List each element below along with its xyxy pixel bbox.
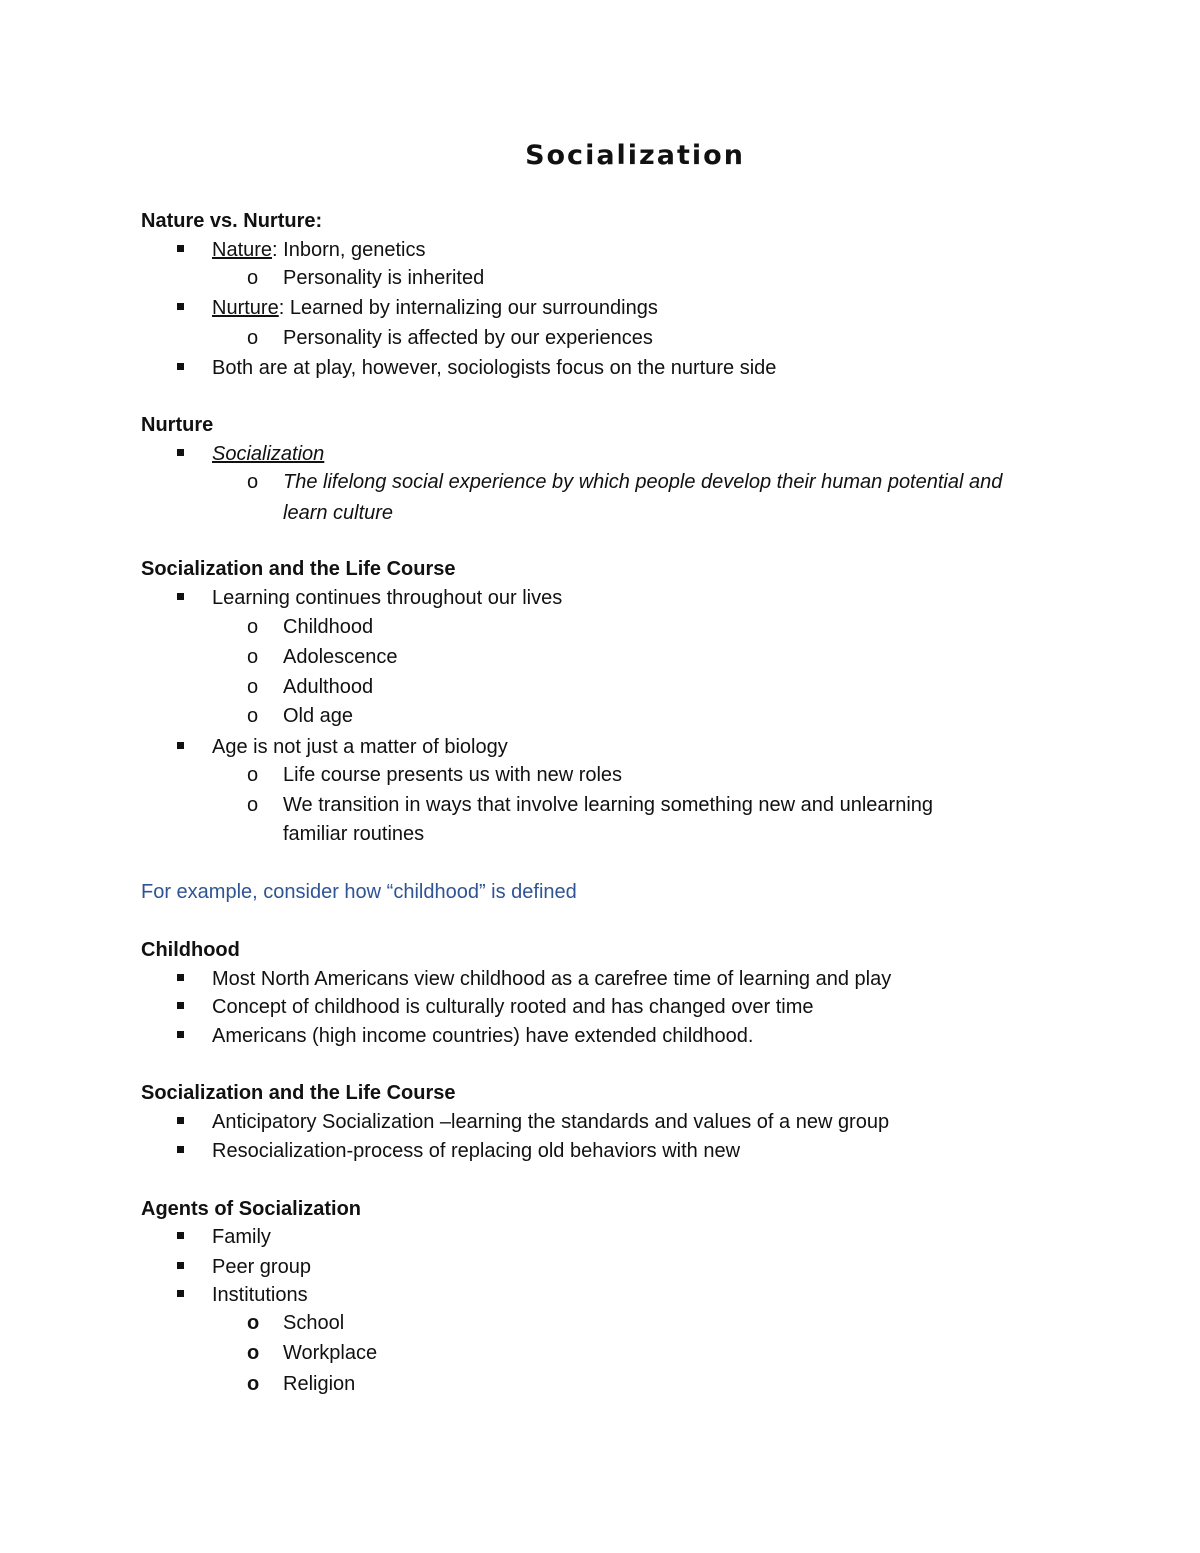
term-nature: Nature: [212, 239, 273, 261]
circle-bullet: o: [247, 764, 259, 786]
circle-bullet: o: [247, 676, 259, 698]
page-title: Socialization: [525, 140, 745, 171]
list-item-family: Family: [212, 1226, 271, 1248]
circle-bullet: o: [247, 1312, 260, 1334]
circle-bullet: o: [247, 267, 259, 289]
square-bullet: [177, 742, 184, 749]
square-bullet: [177, 1232, 184, 1239]
square-bullet: [177, 974, 184, 981]
list-item-childhood-2: Concept of childhood is culturally rooted and has changed over time: [212, 996, 814, 1018]
section-heading-life-course-2: Socialization and the Life Course: [141, 1082, 456, 1104]
square-bullet: [177, 363, 184, 370]
sub-item-school: School: [283, 1312, 345, 1334]
list-item-both: Both are at play, however, sociologists focus on the nurture side: [212, 357, 777, 379]
section-heading-nurture: Nurture: [141, 414, 214, 436]
nurture-text: : Learned by internalizing our surroundings: [278, 297, 658, 319]
sub-item-nurture: Personality is affected by our experiences: [283, 327, 653, 349]
list-item-institutions: Institutions: [212, 1284, 308, 1306]
list-item-resocialization: Resocialization-process of replacing old behaviors with new: [212, 1140, 741, 1162]
sub-item-transition-line-2: familiar routines: [283, 823, 425, 845]
list-item-age: Age is not just a matter of biology: [212, 736, 508, 758]
stage-adulthood: Adulthood: [283, 676, 374, 698]
list-item-nurture: [212, 296, 658, 320]
list-item-nature: [212, 238, 425, 262]
sub-item-nature: Personality is inherited: [283, 267, 485, 289]
stage-adolescence: Adolescence: [283, 646, 398, 668]
list-item-childhood-1: Most North Americans view childhood as a carefree time of learning and play: [212, 968, 892, 990]
circle-bullet: o: [247, 327, 259, 349]
sub-item-transition-line-1: We transition in ways that involve learning something new and unlearning: [283, 794, 934, 816]
definition-line-2: learn culture: [283, 502, 394, 524]
list-item-socialization: Socialization: [212, 443, 325, 465]
circle-bullet: o: [247, 616, 259, 638]
square-bullet: [177, 449, 184, 456]
square-bullet: [177, 245, 184, 252]
example-note: For example, consider how “childhood” is defined: [141, 881, 577, 903]
list-item-childhood-3: Americans (high income countries) have extended childhood.: [212, 1025, 754, 1047]
section-heading-life-course: Socialization and the Life Course: [141, 558, 456, 580]
section-heading-childhood: Childhood: [141, 939, 240, 961]
square-bullet: [177, 1290, 184, 1297]
square-bullet: [177, 593, 184, 600]
circle-bullet: o: [247, 1373, 260, 1395]
list-item-learning: Learning continues throughout our lives: [212, 587, 563, 609]
square-bullet: [177, 1262, 184, 1269]
list-item-peer-group: Peer group: [212, 1256, 311, 1278]
stage-childhood: Childhood: [283, 616, 374, 638]
section-heading-nature-vs-nurture: Nature vs. Nurture:: [141, 210, 323, 232]
square-bullet: [177, 1146, 184, 1153]
section-heading-agents: Agents of Socialization: [141, 1198, 362, 1220]
nature-text: : Inborn, genetics: [272, 239, 426, 261]
square-bullet: [177, 1117, 184, 1124]
sub-item-workplace: Workplace: [283, 1342, 378, 1364]
term-nurture: Nurture: [212, 297, 279, 319]
list-item-anticipatory: Anticipatory Socialization –learning the standards and values of a new group: [212, 1111, 890, 1133]
stage-old-age: Old age: [283, 705, 354, 727]
circle-bullet: o: [247, 1342, 260, 1364]
square-bullet: [177, 303, 184, 310]
sub-item-religion: Religion: [283, 1373, 356, 1395]
sub-item-roles: Life course presents us with new roles: [283, 764, 623, 786]
circle-bullet: o: [247, 471, 259, 493]
circle-bullet: o: [247, 646, 259, 668]
circle-bullet: o: [247, 705, 259, 727]
square-bullet: [177, 1002, 184, 1009]
definition-line-1: The lifelong social experience by which people develop their human potential and: [283, 471, 1003, 493]
circle-bullet: o: [247, 794, 259, 816]
square-bullet: [177, 1031, 184, 1038]
